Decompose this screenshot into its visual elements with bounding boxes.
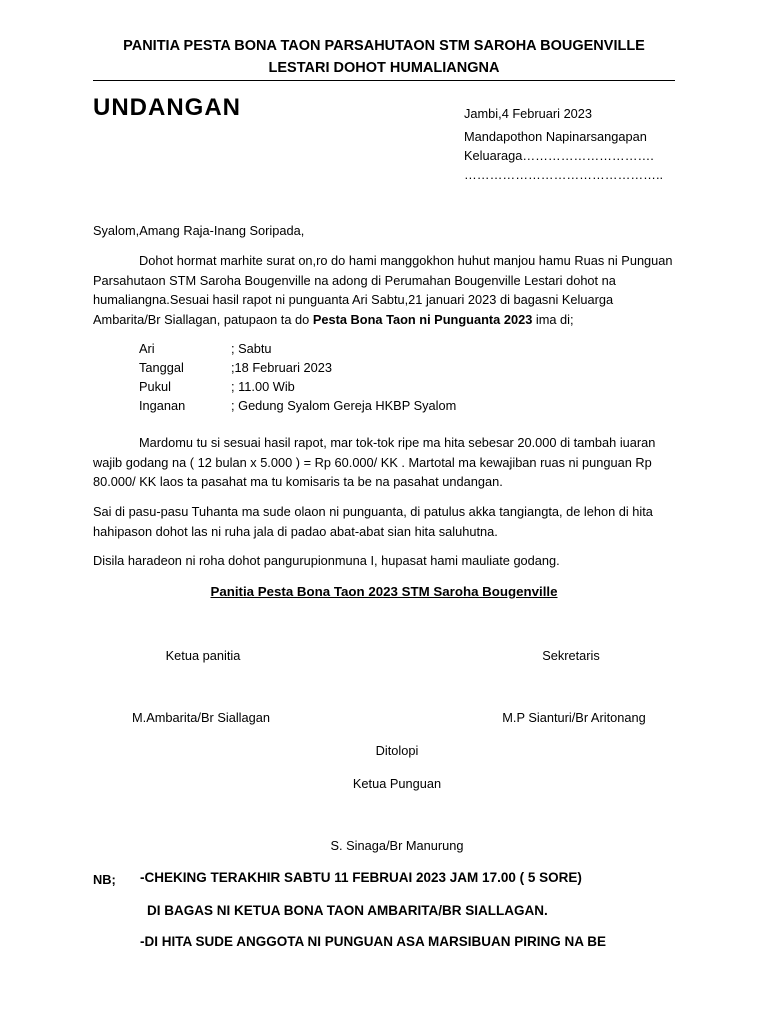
paragraph-invitation-tail: ima di; [532, 311, 574, 327]
detail-value-time: ; 11.00 Wib [231, 379, 295, 394]
head-title: Ketua Punguan [352, 776, 442, 791]
detail-label-venue: Inganan [139, 398, 186, 413]
paragraph-invitation [93, 251, 673, 329]
secretary-title: Sekretaris [542, 648, 600, 663]
paragraph-invitation-text: Dohot hormat marhite surat on,ro do hami manggokhon huhut manjou hamu Ruas ni Punguan Parsahutaon STM Saroha Bougenville na adong di Perumahan Bougenville Lestari dohot na humaliangna.Sesuai hasil rapot ni punguanta Ari Sabtu,21 januari 2023 di bagasni Keluarga Ambarita/Br Siallagan, patupaon ta do [93, 253, 673, 327]
blank-line: ……………………………………….. [464, 167, 664, 182]
nb-line-2: DI BAGAS NI KETUA BONA TAON AMBARITA/BR SIALLAGAN. [147, 903, 548, 918]
chair-title: Ketua panitia [165, 648, 241, 663]
secretary-name: M.P Sianturi/Br Aritonang [502, 710, 646, 725]
paragraph-contribution [93, 433, 673, 492]
nb-label: NB; [93, 872, 116, 887]
letterhead-line-1: PANITIA PESTA BONA TAON PARSAHUTAON STM SAROHA BOUGENVILLE [123, 38, 645, 54]
detail-label-time: Pukul [139, 379, 172, 394]
letterhead [93, 35, 675, 79]
nb-line-3: -DI HITA SUDE ANGGOTA NI PUNGUAN ASA MARSIBUAN PIRING NA BE [140, 934, 607, 949]
letterhead-line-2: LESTARI DOHOT HUMALIANGNA [268, 60, 500, 76]
paragraph-contribution-text: Mardomu tu si sesuai hasil rapot, mar tok-tok ripe ma hita sebesar 20.000 di tambah iuaran wajib godang na ( 12 bulan x 5.000 ) = Rp 60.000/ KK . Martotal ma kewajiban ruas ni punguan Rp 80.000/ KK laos ta pasahat ma tu komisaris ta be na pasahat undangan. [93, 435, 656, 489]
document-title: UNDANGAN [93, 94, 241, 121]
place-date: Jambi,4 Februari 2023 [464, 106, 593, 121]
header-divider [93, 80, 675, 81]
approved-label: Ditolopi [375, 743, 419, 758]
detail-value-date: ;18 Februari 2023 [231, 360, 333, 375]
paragraph-blessing: Sai di pasu-pasu Tuhanta ma sude olaon ni punguanta, di patulus akka tangiangta, de lehon di hita hahipason dohot las ni ruha jala di padao abat-abat sian hita saluhutna. [93, 504, 653, 539]
detail-value-day: ; Sabtu [231, 341, 272, 356]
paragraph-thanks: Disila haradeon ni roha dohot pangurupionmuna I, hupasat hami mauliate godang. [93, 553, 560, 568]
detail-value-venue: ; Gedung Syalom Gereja HKBP Syalom [231, 398, 457, 413]
nb-line-1: -CHEKING TERAKHIR SABTU 11 FEBRUAI 2023 JAM 17.00 ( 5 SORE) [140, 870, 582, 885]
recipient-line: Mandapothon Napinarsangapan [464, 129, 647, 144]
greeting: Syalom,Amang Raja-Inang Soripada, [93, 223, 305, 238]
detail-label-day: Ari [139, 341, 155, 356]
head-name: S. Sinaga/Br Manurung [330, 838, 464, 853]
detail-label-date: Tanggal [139, 360, 184, 375]
chair-name: M.Ambarita/Br Siallagan [132, 710, 270, 725]
family-line: Keluaraga…………………………. [464, 148, 654, 163]
committee-heading: Panitia Pesta Bona Taon 2023 STM Saroha Bougenville [210, 584, 558, 599]
paragraph-invitation-bold: Pesta Bona Taon ni Punguanta 2023 [312, 311, 533, 327]
